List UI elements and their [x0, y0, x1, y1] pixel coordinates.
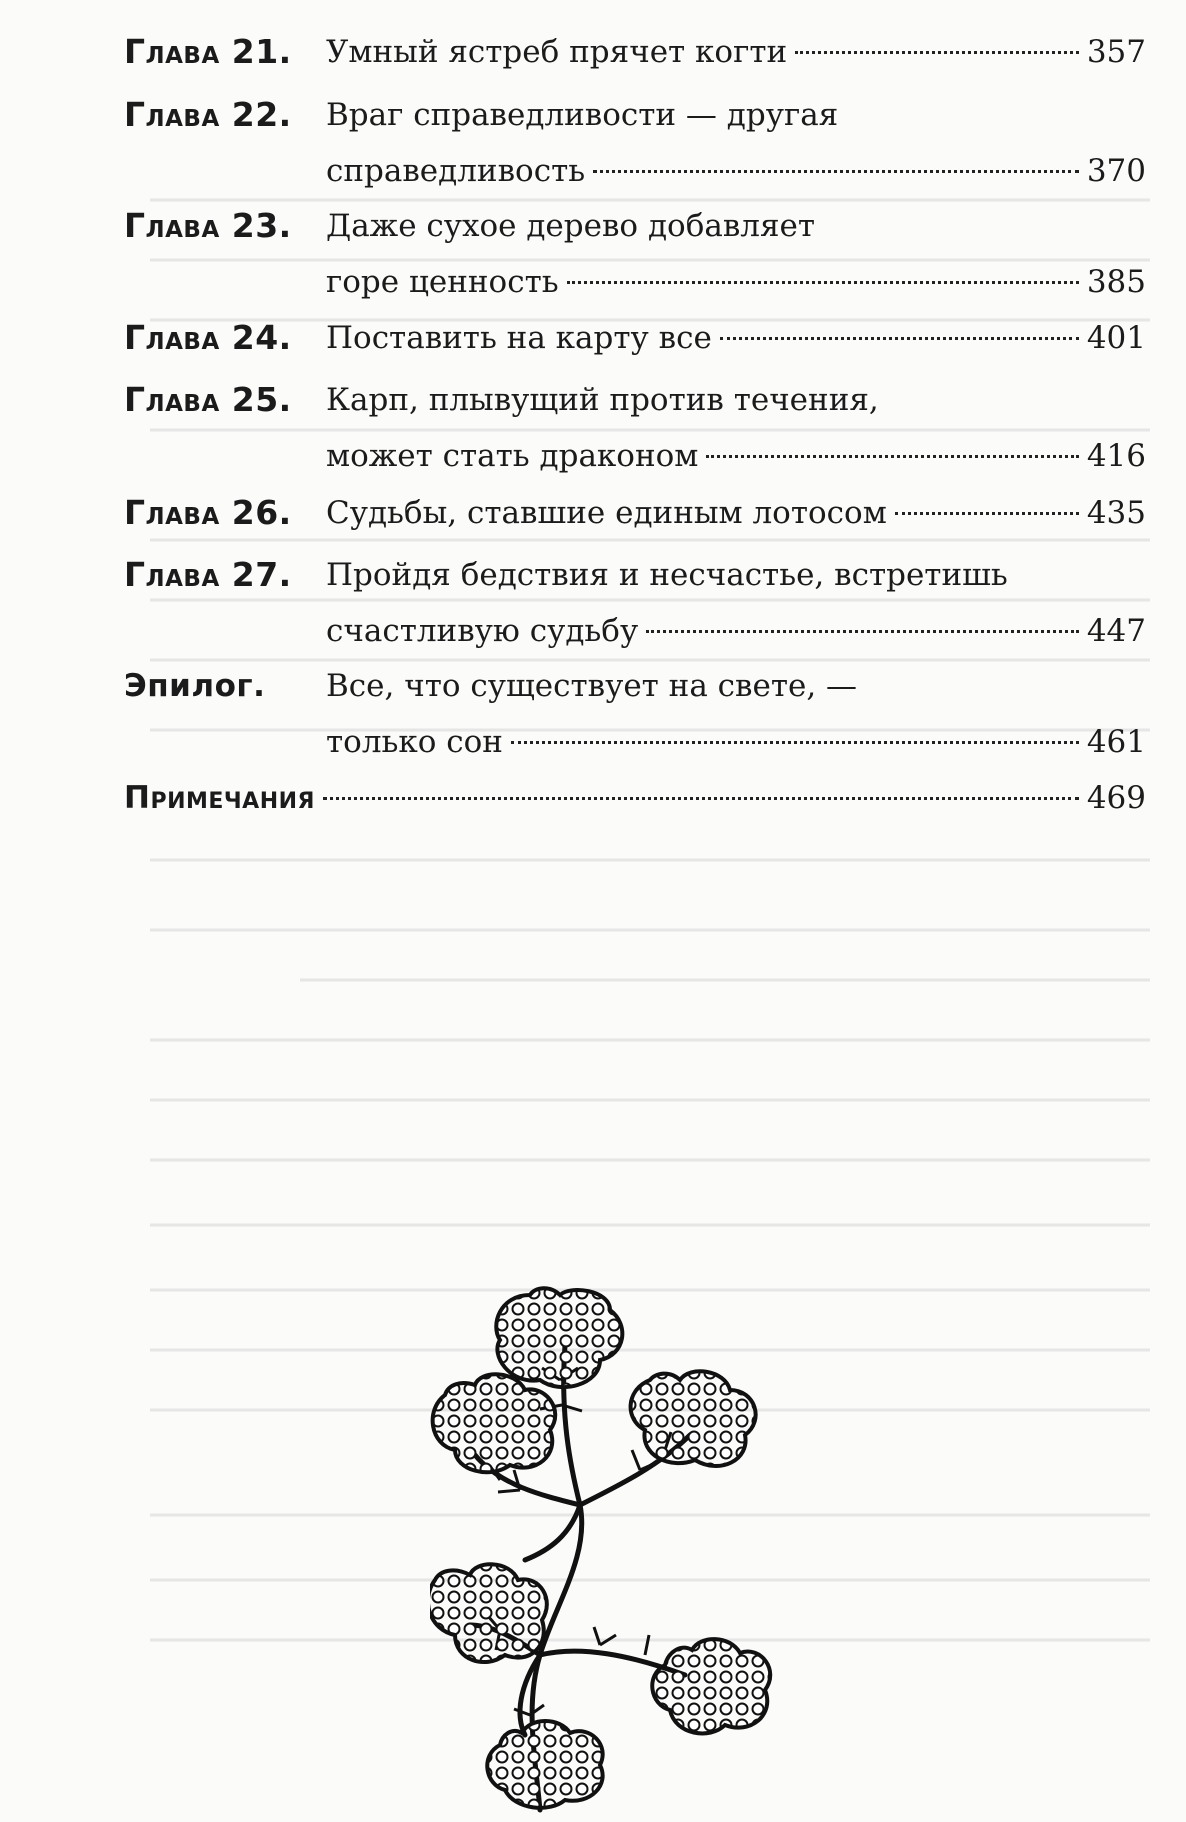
chapter-label: Глава 22.	[124, 95, 292, 134]
notes-label: Примечания	[124, 780, 315, 816]
dot-leader	[895, 512, 1079, 515]
chapter-title-line: Даже сухое дерево добавляет	[326, 208, 816, 244]
page-number: 469	[1086, 780, 1146, 816]
chapter-label: Глава 23.	[124, 206, 292, 245]
chapter-title: Поставить на карту все	[326, 320, 712, 356]
flower-branch-illustration	[430, 1285, 810, 1815]
chapter-label: Глава 21.	[124, 32, 292, 71]
chapter-label: Глава 26.	[124, 493, 292, 532]
dot-leader	[646, 630, 1079, 633]
page-number: 401	[1086, 320, 1146, 356]
dot-leader	[323, 797, 1079, 800]
page-number: 447	[1086, 613, 1146, 649]
chapter-title-line: горе ценность	[326, 264, 559, 300]
page-number: 385	[1086, 264, 1146, 300]
dot-leader	[720, 337, 1079, 340]
chapter-label: Глава 25.	[124, 380, 292, 419]
chapter-title-line: Все, что существует на свете, —	[326, 668, 858, 704]
chapter-title-line: Пройдя бедствия и несчастье, встретишь	[326, 557, 1008, 593]
chapter-label: Глава 24.	[124, 318, 292, 357]
chapter-title-line: справедливость	[326, 153, 586, 189]
chapter-title: Умный ястреб прячет когти	[326, 34, 788, 70]
dot-leader	[795, 51, 1079, 54]
page-number: 435	[1086, 495, 1146, 531]
chapter-label: Глава 27.	[124, 555, 292, 594]
dot-leader	[567, 281, 1079, 284]
dot-leader	[511, 741, 1079, 744]
chapter-title-line: может стать драконом	[326, 438, 699, 474]
dot-leader	[593, 170, 1079, 173]
page-number: 416	[1086, 438, 1146, 474]
chapter-title: Судьбы, ставшие единым лотосом	[326, 495, 887, 531]
chapter-title-line: Карп, плывущий против течения,	[326, 382, 879, 418]
chapter-title-line: Враг справедливости — другая	[326, 97, 839, 133]
chapter-title-line: счастливую судьбу	[326, 613, 639, 649]
chapter-title-line: только сон	[326, 724, 503, 760]
page-number: 370	[1086, 153, 1146, 189]
page-number: 357	[1086, 34, 1146, 70]
page-number: 461	[1086, 724, 1146, 760]
epilogue-label: Эпилог.	[124, 668, 266, 704]
dot-leader	[706, 455, 1078, 458]
